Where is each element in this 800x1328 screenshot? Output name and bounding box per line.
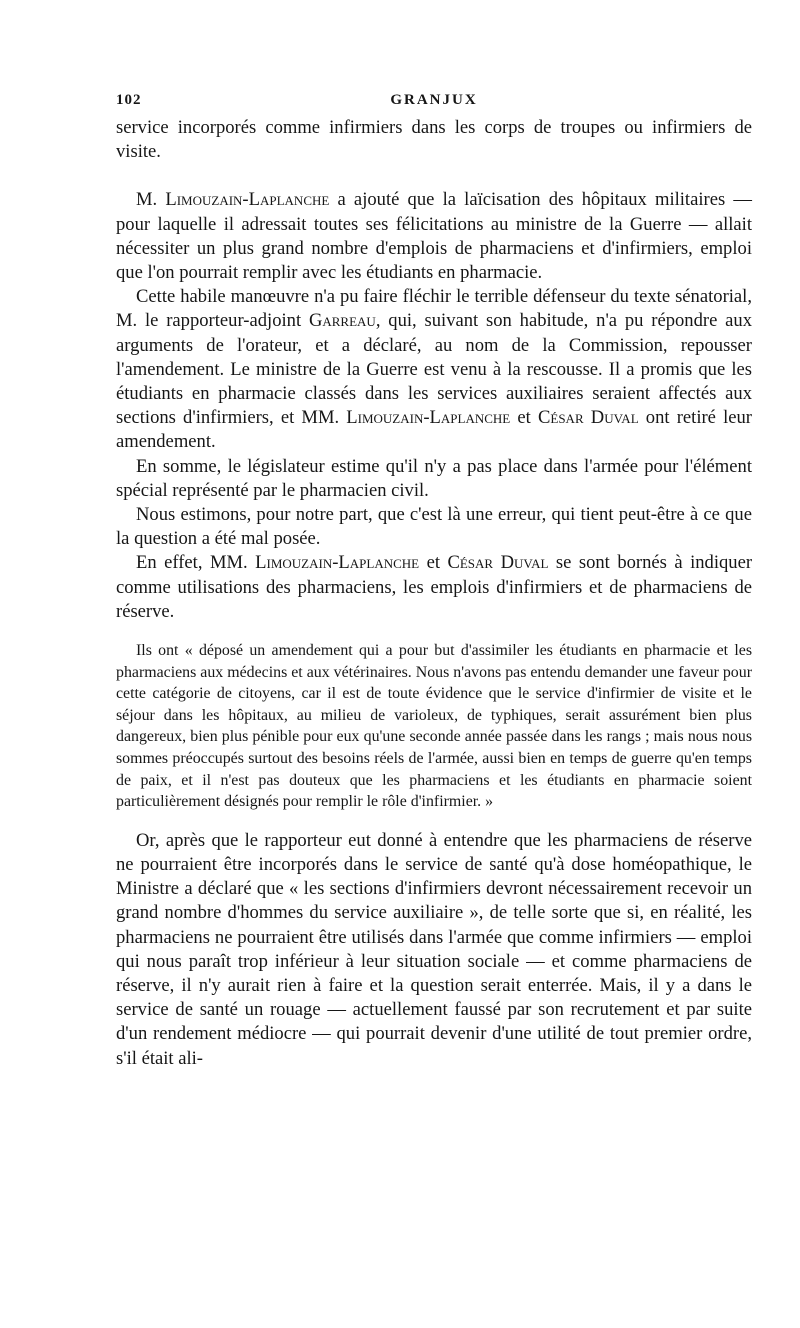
text-run: a ajouté que la laïcisation des hôpitaux militaires — pour laquelle il adressait toutes ses félicitations au ministre de la Guerre — allait nécessiter un plus grand nombre d'emplois de pharmaciens et d'infirmiers, emploi que l'on pourrait remplir avec les étudiants en pharmacie. <box>116 189 752 284</box>
text-run: En effet, MM. <box>136 552 256 574</box>
person-name: Limouzain-Laplanche <box>346 407 511 429</box>
text-run: se sont bornés à indiquer comme utilisations des pharmaciens, les emplois d'infirmiers et de pharmaciens de réserve. <box>116 552 753 622</box>
paragraph-garreau-response <box>116 285 752 454</box>
book-page <box>116 92 752 1071</box>
text-run: Cette habile manœuvre n'a pu faire fléchir le terrible défenseur du texte sénatorial, M. le rapporteur-adjoint <box>116 286 752 332</box>
paragraph-nous-estimons: Nous estimons, pour notre part, que c'est là une erreur, qui tient peut-être à ce que la question a été mal posée. <box>116 504 752 550</box>
text-run: , qui, suivant son habitude, n'a pu répondre aux arguments de l'orateur, et a déclaré, au nom de la Commission, repousser l'amendement. Le ministre de la Guerre est venu à la rescousse. Il a promis que les étudiants en pharmacie classés dans les services auxiliaires seraient affectés aux sections d'infirmiers, et MM. <box>116 310 752 429</box>
person-name: Limouzain-Laplanche <box>165 189 330 211</box>
text-run: et <box>419 552 448 574</box>
paragraph-en-effet <box>116 551 752 624</box>
main-text-continued <box>116 829 752 1071</box>
paragraph-en-somme: En somme, le législateur estime qu'il n'y a pas place dans l'armée pour l'élément spécial représenté par le pharmacien civil. <box>116 455 752 501</box>
block-quote <box>116 640 752 813</box>
person-name: Garreau <box>308 310 376 332</box>
text-run: et <box>510 407 538 429</box>
main-text <box>116 116 752 624</box>
paragraph-continuation: service incorporés comme infirmiers dans les corps de troupes ou infirmiers de visite. <box>116 117 752 163</box>
running-title: GRANJUX <box>390 92 478 108</box>
page-number: 102 <box>116 92 142 108</box>
paragraph-limouzain-amendment <box>116 188 752 285</box>
person-name: César Duval <box>537 407 639 429</box>
quote-paragraph: Ils ont « déposé un amendement qui a pour but d'assimiler les étudiants en pharmacie et les pharmaciens aux médecins et aux vétérinaires. Nous n'avons pas entendu demander une faveur pour cette catégorie de citoyens, car il est de toute évidence que le service d'infirmier de visite et le séjour dans les hôpitaux, au milieu de varioleux, de typhiques, serait assurément bien plus dangereux, bien plus pénible pour eux qu'une seconde année passée dans les rangs ; mais nous nous sommes préoccupés surtout des besoins réels de l'armée, aussi bien en temps de guerre qu'en temps de paix, et il n'est pas douteux que les pharmaciens et les étudiants en pharmacie soient particulièrement désignés pour remplir le rôle d'infirmier. » <box>116 642 752 811</box>
person-name: Limouzain-Laplanche <box>255 552 420 574</box>
running-head <box>116 92 752 116</box>
text-run: M. <box>136 189 166 211</box>
paragraph-or-apres: Or, après que le rapporteur eut donné à entendre que les pharmaciens de réserve ne pourraient être incorporés dans le service de santé qu'à dose homéopathique, le Ministre a déclaré que « les sections d'infirmiers devront nécessairement recevoir un grand nombre d'hommes du service auxiliaire », de telle sorte que si, en réalité, les pharmaciens ne pourraient être utilisés dans l'armée que comme infirmiers — emploi qui nous paraît trop inférieur à leur situation sociale — et comme pharmaciens de réserve, il n'y aurait rien à faire et la question serait enterrée. Mais, il y a dans le service de santé un rouage — actuellement faussé par son recrutement et par suite d'un rendement médiocre — qui pourrait devenir d'une utilité de tout premier ordre, s'il était ali- <box>116 829 752 1069</box>
person-name: César Duval <box>447 552 549 574</box>
text-run: ont retiré leur amendement. <box>116 407 752 453</box>
